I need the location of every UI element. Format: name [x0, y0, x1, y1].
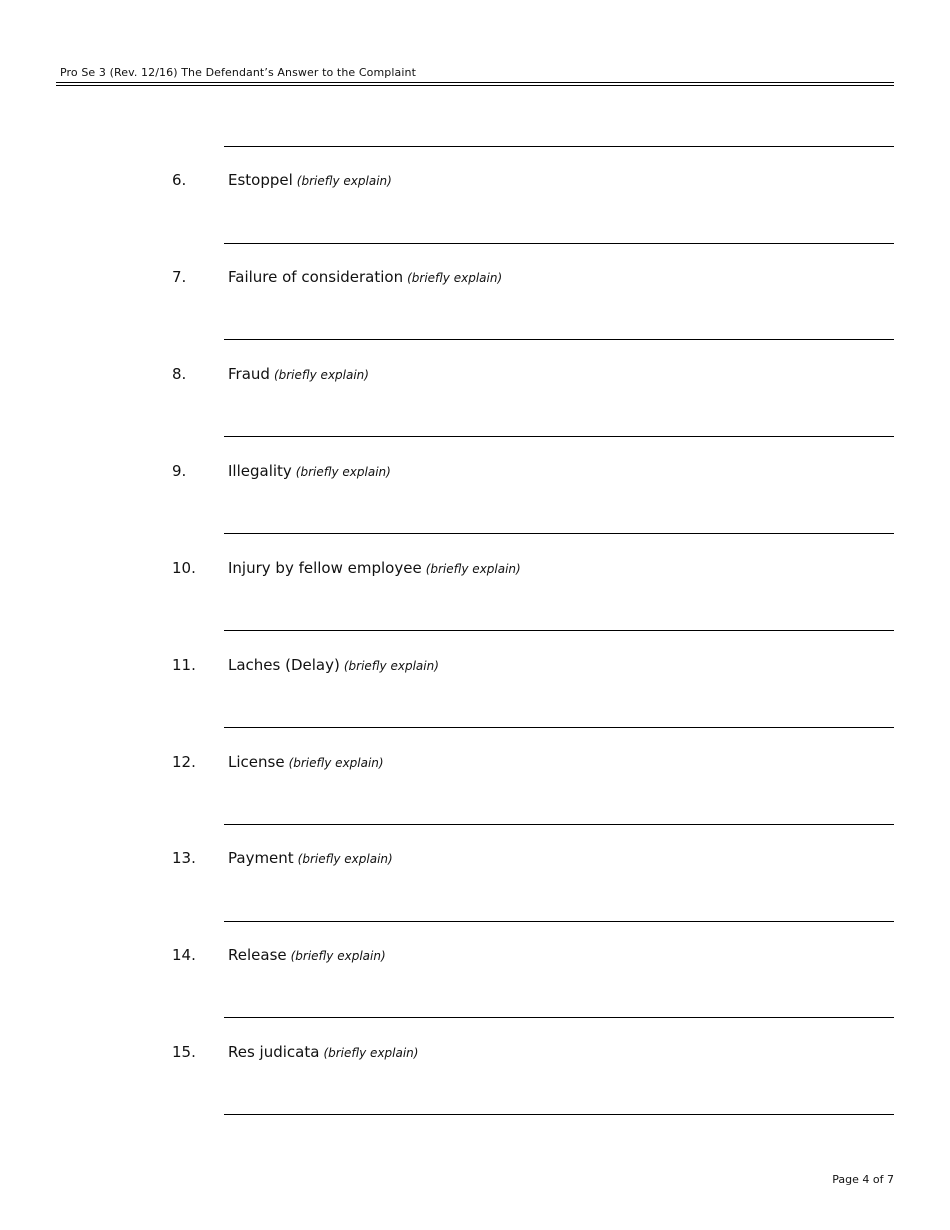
answer-line-failure-of-consideration[interactable] [224, 339, 894, 340]
item-number: 14. [172, 946, 196, 964]
item-hint: (briefly explain) [288, 756, 384, 770]
item-hint: (briefly explain) [273, 368, 369, 382]
defense-item-estoppel [0, 171, 950, 191]
answer-line-fraud[interactable] [224, 436, 894, 437]
defense-item-license [0, 753, 950, 773]
page-header: Pro Se 3 (Rev. 12/16) The Defendant’s Answer to the Complaint [60, 66, 417, 79]
answer-line-estoppel[interactable] [224, 243, 894, 244]
defense-item-injury-by-fellow-employee [0, 559, 950, 579]
item-label [228, 559, 521, 577]
answer-line-res-judicata[interactable] [224, 1114, 894, 1115]
item-label [228, 365, 369, 383]
item-number: 12. [172, 753, 196, 771]
item-hint: (briefly explain) [297, 852, 393, 866]
item-title: Release [228, 946, 287, 964]
defense-item-res-judicata [0, 1043, 950, 1063]
item-hint: (briefly explain) [407, 271, 503, 285]
item-title: Illegality [228, 462, 292, 480]
item-label [228, 946, 386, 964]
item-label [228, 171, 392, 189]
answer-line-5[interactable] [224, 146, 894, 147]
item-title: Laches (Delay) [228, 656, 340, 674]
defense-item-laches [0, 656, 950, 676]
item-number: 10. [172, 559, 196, 577]
item-number: 13. [172, 849, 196, 867]
page-number: Page 4 of 7 [832, 1173, 894, 1186]
defense-item-payment [0, 849, 950, 869]
item-hint: (briefly explain) [425, 562, 521, 576]
item-number: 15. [172, 1043, 196, 1061]
item-hint: (briefly explain) [296, 174, 392, 188]
item-number: 11. [172, 656, 196, 674]
item-number: 8. [172, 365, 187, 383]
header-rule-top [56, 82, 894, 83]
item-label [228, 656, 439, 674]
item-number: 6. [172, 171, 187, 189]
item-title: Fraud [228, 365, 270, 383]
item-hint: (briefly explain) [290, 949, 386, 963]
defense-item-illegality [0, 462, 950, 482]
item-title: Failure of consideration [228, 268, 404, 286]
item-title: Estoppel [228, 171, 293, 189]
item-title: Res judicata [228, 1043, 320, 1061]
header-rule-bottom [56, 85, 894, 86]
item-title: Payment [228, 849, 294, 867]
answer-line-laches[interactable] [224, 727, 894, 728]
answer-line-release[interactable] [224, 1017, 894, 1018]
item-title: License [228, 753, 285, 771]
item-hint: (briefly explain) [295, 465, 391, 479]
item-hint: (briefly explain) [343, 659, 439, 673]
defense-item-failure-of-consideration [0, 268, 950, 288]
item-label [228, 462, 391, 480]
item-title: Injury by fellow employee [228, 559, 422, 577]
defense-item-fraud [0, 365, 950, 385]
answer-line-license[interactable] [224, 824, 894, 825]
item-number: 7. [172, 268, 187, 286]
item-label [228, 1043, 418, 1061]
answer-line-injury-by-fellow-employee[interactable] [224, 630, 894, 631]
item-label [228, 268, 502, 286]
item-number: 9. [172, 462, 187, 480]
item-label [228, 753, 384, 771]
item-hint: (briefly explain) [323, 1046, 419, 1060]
answer-line-payment[interactable] [224, 921, 894, 922]
answer-line-illegality[interactable] [224, 533, 894, 534]
item-label [228, 849, 393, 867]
defense-item-release [0, 946, 950, 966]
